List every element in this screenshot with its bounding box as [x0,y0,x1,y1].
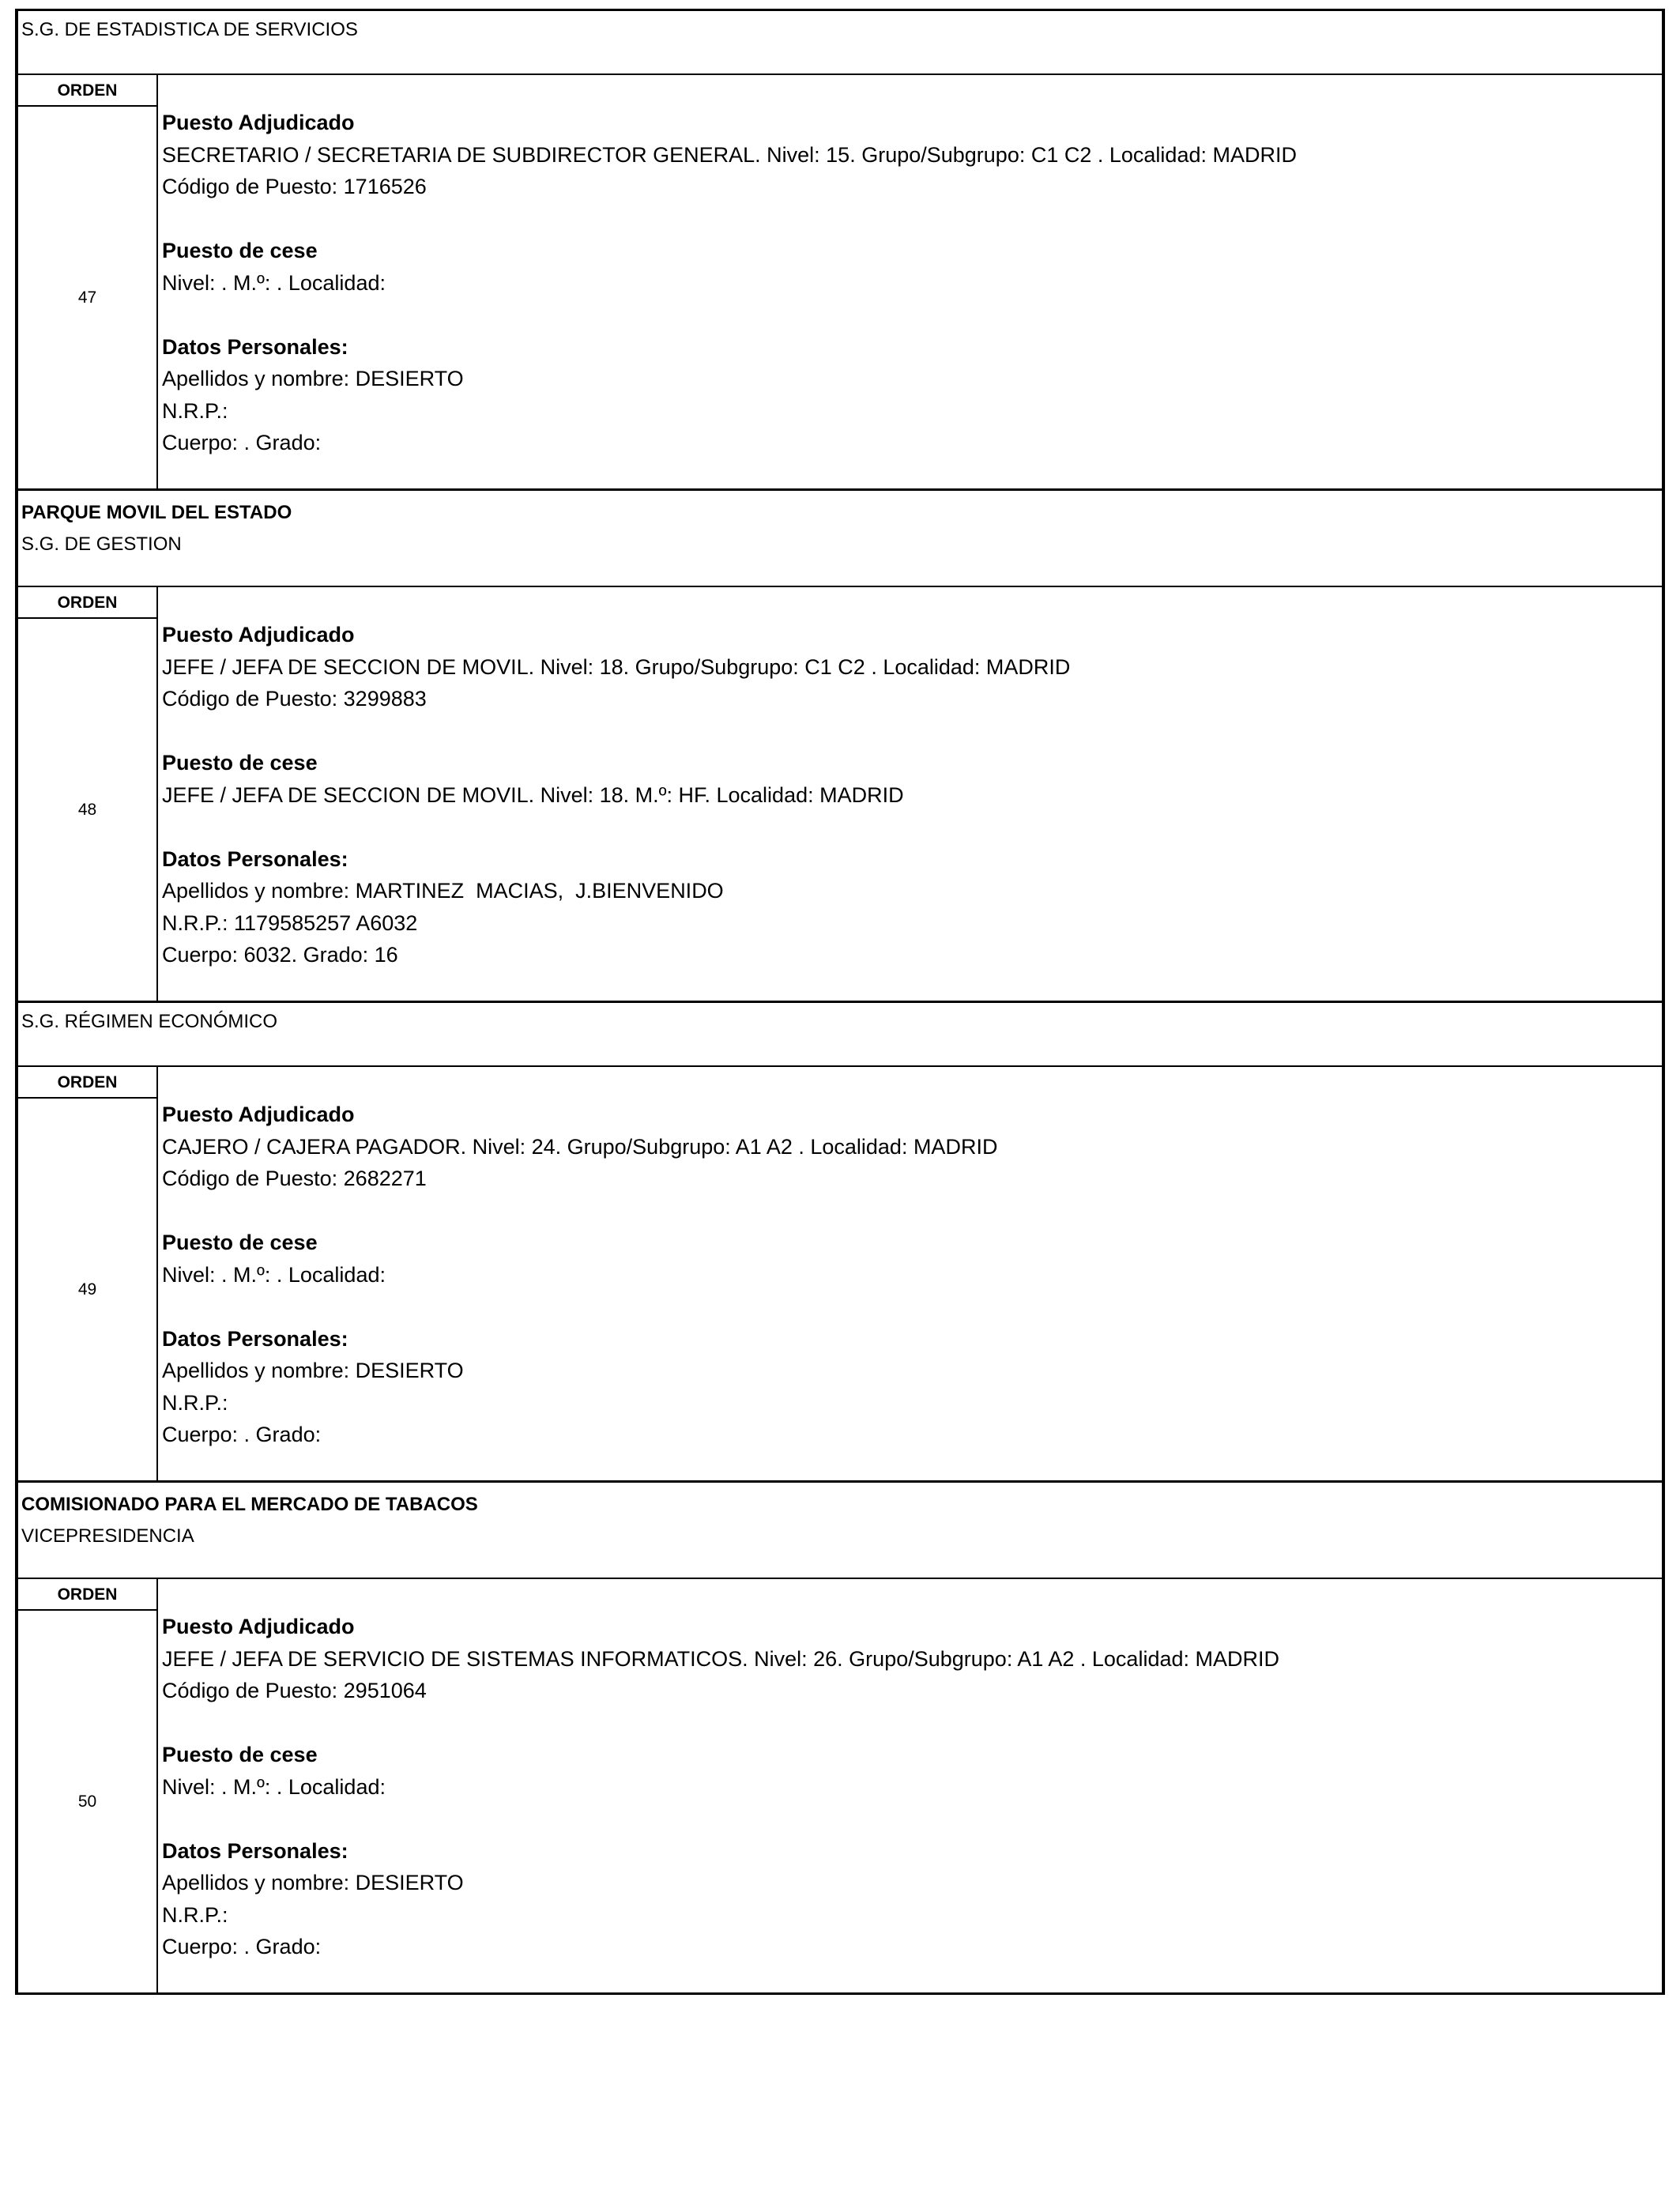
codigo-puesto: Código de Puesto: 1716526 [162,175,427,198]
orden-column [18,1579,158,1992]
section-header-estadistica [18,11,1662,75]
entry-details [158,1579,1662,1992]
datos-personales-heading: Datos Personales: [162,846,348,871]
puesto-adjudicado-line: SECRETARIO / SECRETARIA DE SUBDIRECTOR GENERAL. Nivel: 15. Grupo/Subgrupo: C1 C2 . Localidad: MADRID [162,142,1297,167]
subdirectorate-title: S.G. DE ESTADISTICA DE SERVICIOS [21,19,358,40]
section-header-tabacos [18,1483,1662,1579]
cuerpo-grado: Cuerpo: . Grado: [162,431,322,454]
orden-number: 48 [77,800,97,819]
puesto-cese-line: JEFE / JEFA DE SECCION DE MOVIL. Nivel: 18. M.º: HF. Localidad: MADRID [162,782,904,807]
orden-header: ORDEN [18,1579,156,1611]
puesto-cese-line: Nivel: . M.º: . Localidad: [162,270,386,295]
puesto-cese-line: Nivel: . M.º: . Localidad: [162,1262,386,1287]
nrp: N.R.P.: [162,398,228,423]
orden-number: 49 [77,1280,97,1299]
apellidos-nombre: Apellidos y nombre: MARTINEZ MACIAS, J.BIENVENIDO [162,879,724,903]
cuerpo-grado: Cuerpo: . Grado: [162,1935,322,1958]
entry-details [158,587,1662,1001]
organization-title: PARQUE MOVIL DEL ESTADO [21,502,292,523]
cuerpo-grado: Cuerpo: 6032. Grado: 16 [162,943,398,967]
puesto-adjudicado-heading: Puesto Adjudicado [162,1615,355,1638]
document-table [15,9,1665,1995]
puesto-adjudicado-heading: Puesto Adjudicado [162,111,355,134]
section-header-regimen-economico [18,1003,1662,1067]
section-header-parque-movil [18,491,1662,587]
organization-title: COMISIONADO PARA EL MERCADO DE TABACOS [21,1494,478,1515]
subdirectorate-title: S.G. DE GESTION [21,533,182,555]
orden-column [18,1067,158,1480]
puesto-adjudicado-line: JEFE / JEFA DE SECCION DE MOVIL. Nivel: 18. Grupo/Subgrupo: C1 C2 . Localidad: MADRID [162,654,1071,679]
entry-details [158,75,1662,488]
puesto-cese-heading: Puesto de cese [162,1743,318,1766]
entry-row-48 [18,587,1662,1003]
cuerpo-grado: Cuerpo: . Grado: [162,1423,322,1446]
codigo-puesto: Código de Puesto: 2682271 [162,1167,427,1190]
subdirectorate-title: S.G. RÉGIMEN ECONÓMICO [21,1011,278,1032]
puesto-adjudicado-line: JEFE / JEFA DE SERVICIO DE SISTEMAS INFORMATICOS. Nivel: 26. Grupo/Subgrupo: A1 A2 . Localidad: MADRID [162,1646,1279,1671]
orden-header: ORDEN [18,1067,156,1099]
orden-column [18,75,158,488]
orden-header: ORDEN [18,587,156,619]
datos-personales-heading: Datos Personales: [162,1326,348,1351]
puesto-adjudicado-heading: Puesto Adjudicado [162,1103,355,1126]
codigo-puesto: Código de Puesto: 3299883 [162,687,427,711]
apellidos-nombre: Apellidos y nombre: DESIERTO [162,367,464,390]
nrp: N.R.P.: [162,1390,228,1415]
puesto-adjudicado-line: CAJERO / CAJERA PAGADOR. Nivel: 24. Grupo/Subgrupo: A1 A2 . Localidad: MADRID [162,1134,998,1159]
entry-row-50 [18,1579,1662,1995]
orden-number: 47 [77,288,97,307]
entry-row-47 [18,75,1662,491]
codigo-puesto: Código de Puesto: 2951064 [162,1679,427,1702]
puesto-cese-heading: Puesto de cese [162,1231,318,1254]
puesto-cese-heading: Puesto de cese [162,751,318,775]
puesto-adjudicado-heading: Puesto Adjudicado [162,623,355,647]
nrp: N.R.P.: 1179585257 A6032 [162,910,418,935]
apellidos-nombre: Apellidos y nombre: DESIERTO [162,1359,464,1382]
entry-row-49 [18,1067,1662,1483]
datos-personales-heading: Datos Personales: [162,1838,348,1863]
subdirectorate-title: VICEPRESIDENCIA [21,1525,194,1547]
datos-personales-heading: Datos Personales: [162,334,348,359]
orden-header: ORDEN [18,75,156,107]
puesto-cese-line: Nivel: . M.º: . Localidad: [162,1774,386,1799]
nrp: N.R.P.: [162,1902,228,1927]
entry-details [158,1067,1662,1480]
apellidos-nombre: Apellidos y nombre: DESIERTO [162,1871,464,1894]
puesto-cese-heading: Puesto de cese [162,239,318,262]
orden-number: 50 [77,1792,97,1811]
orden-column [18,587,158,1001]
